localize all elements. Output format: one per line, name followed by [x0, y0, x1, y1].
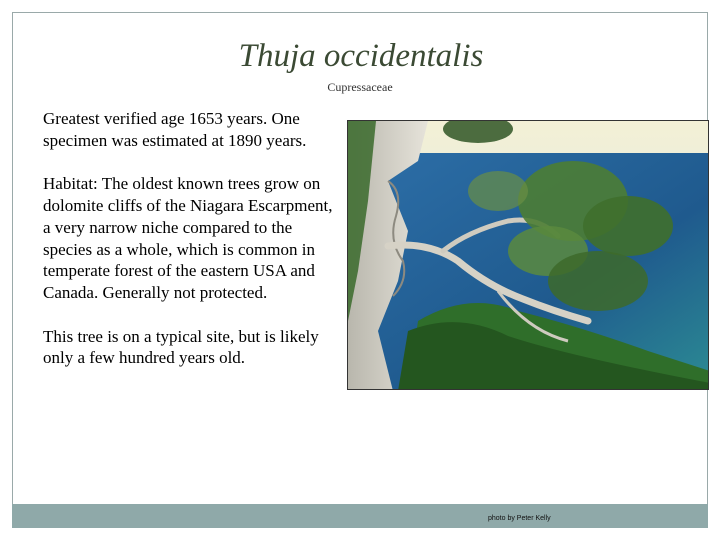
footer-bar [12, 504, 708, 528]
tree-photo [347, 120, 709, 390]
slide-title: Thuja occidentalis [238, 38, 484, 74]
photo-credit: photo by Peter Kelly [488, 515, 551, 522]
paragraph-site: This tree is on a typical site, but is likely only a few hundred years old. [43, 326, 319, 368]
slide-subtitle: Cupressaceae [327, 80, 393, 94]
paragraph-habitat: Habitat: The oldest known trees grow on dolomite cliffs of the Niagara Escarpment, a very narrow niche compared to the species as a whole, which is common in temperate forest of the eastern USA and Canada. Generally not protected. [43, 174, 333, 302]
paragraph-age: Greatest verified age 1653 years. One specimen was estimated at 1890 years. [43, 109, 307, 150]
body-text [43, 108, 335, 391]
